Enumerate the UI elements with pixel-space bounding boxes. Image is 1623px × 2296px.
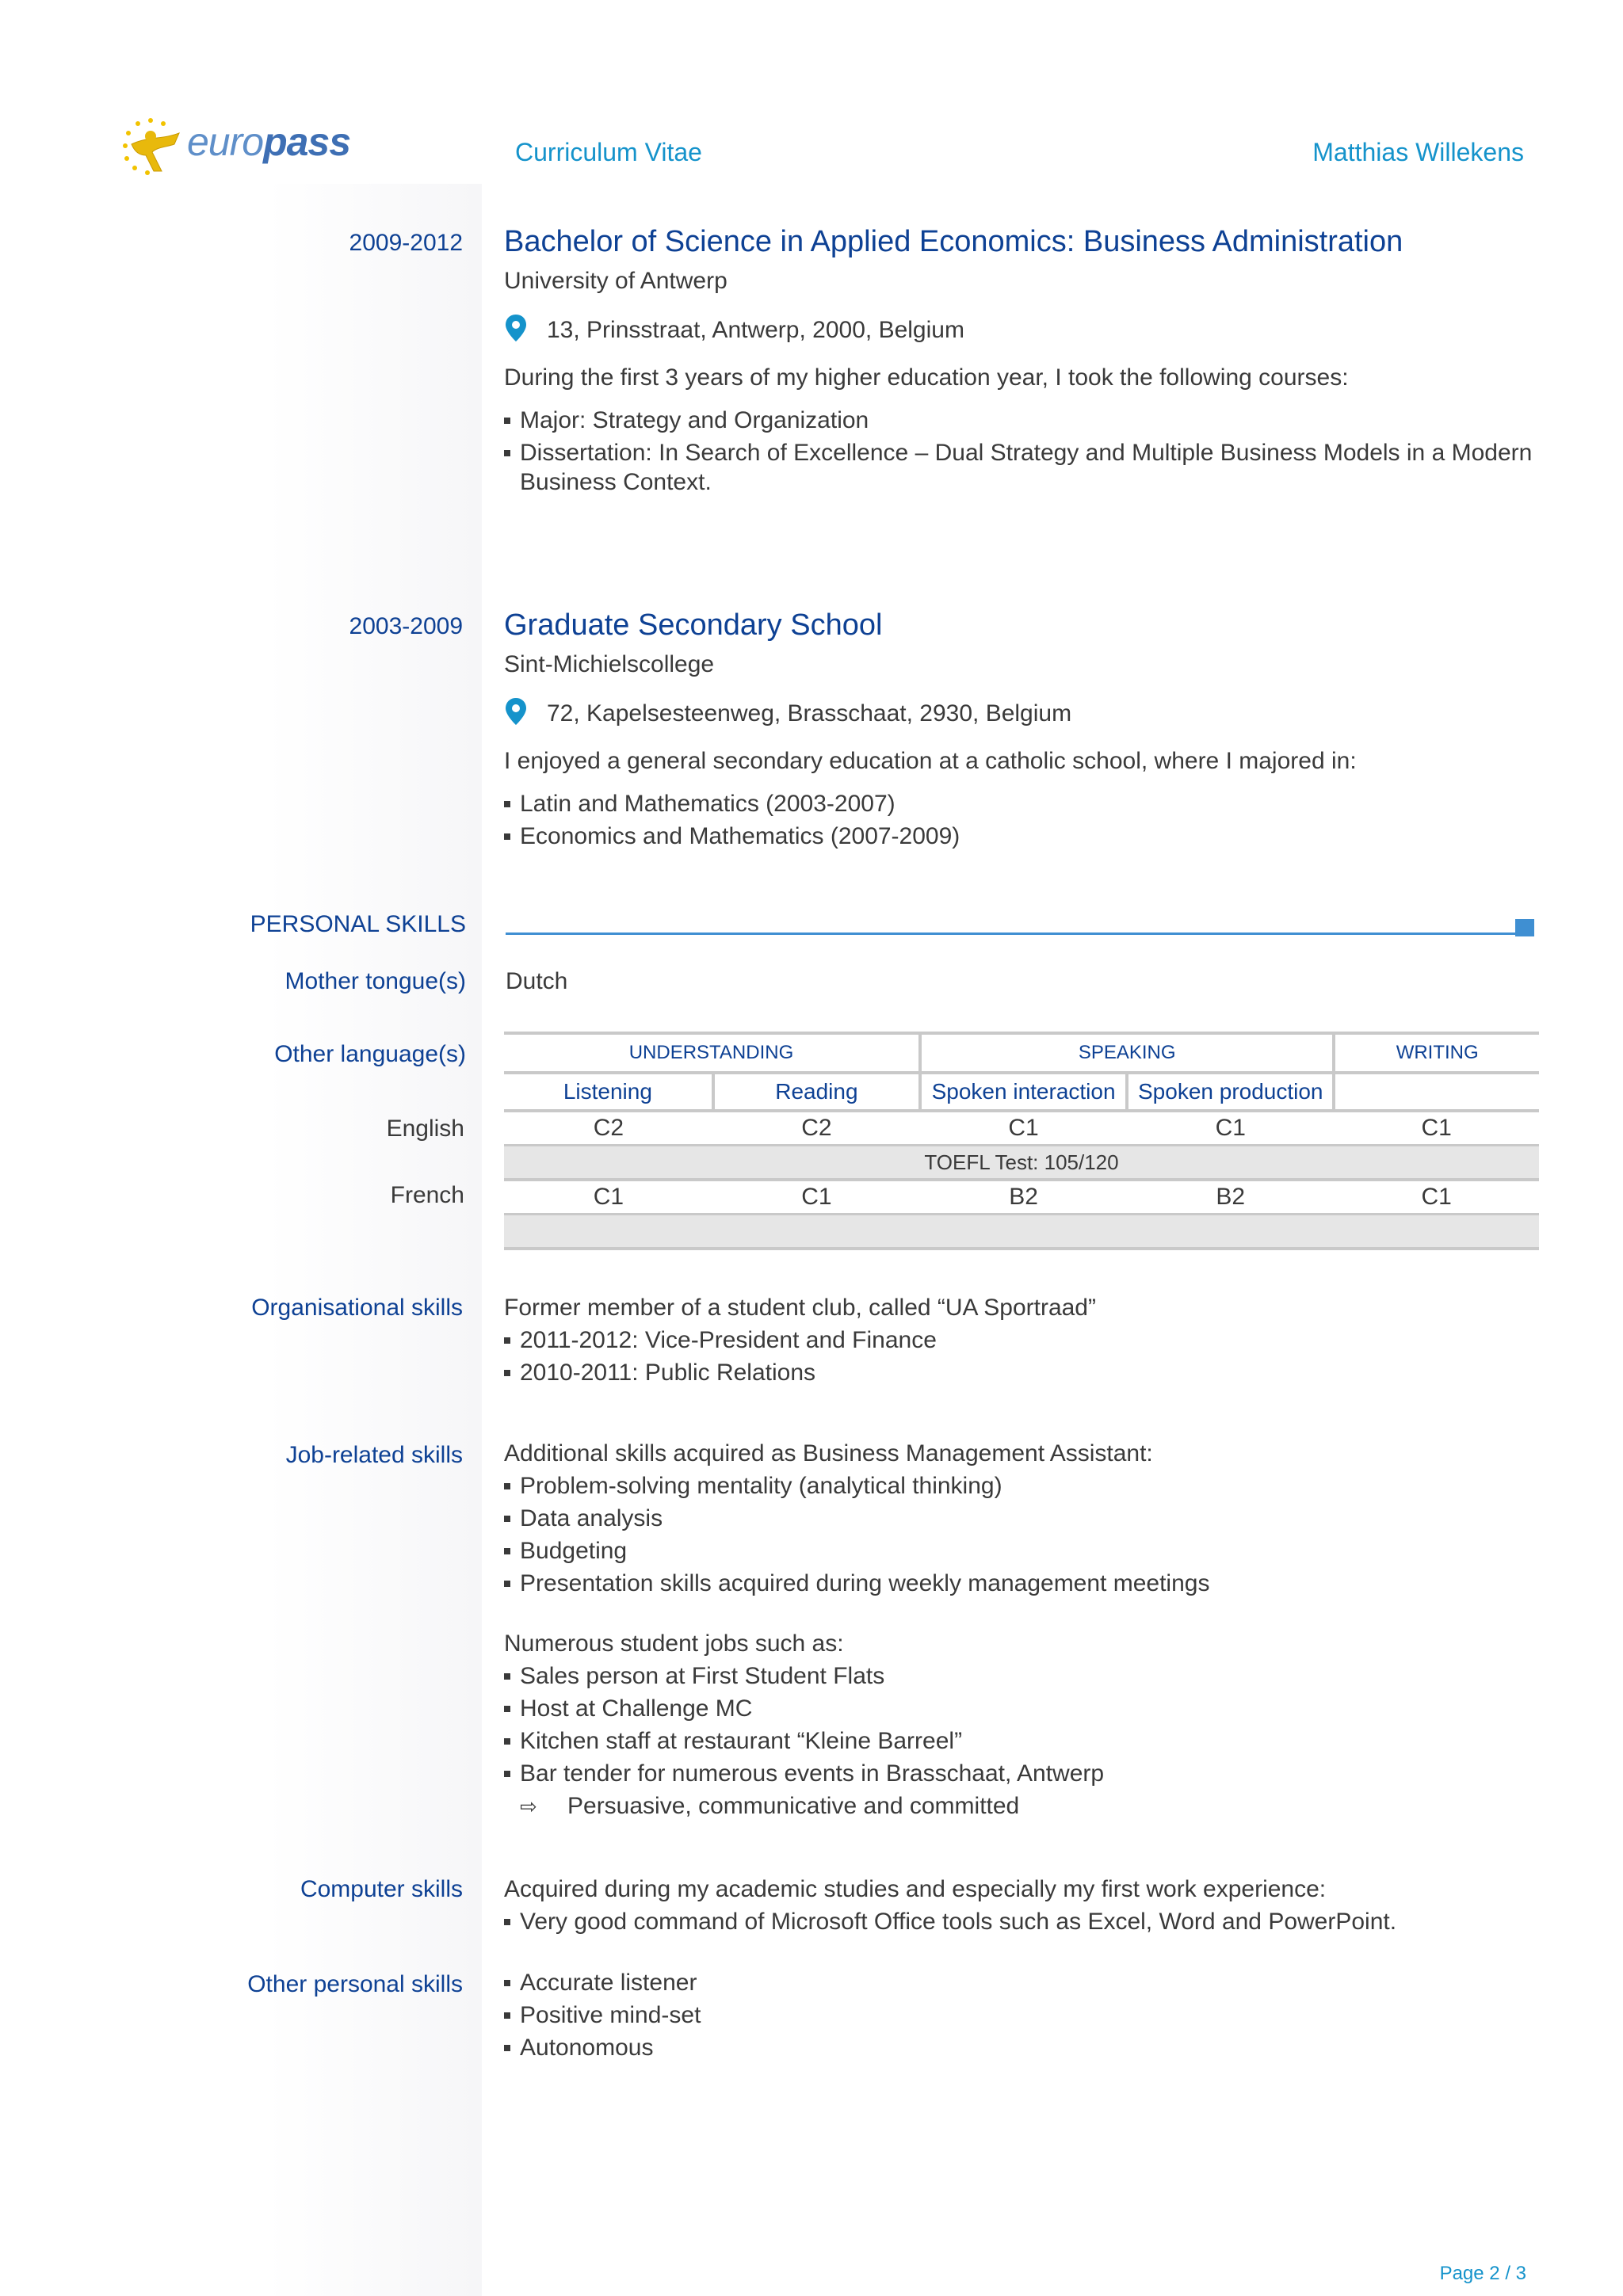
table-subheader-row <box>504 1073 1539 1111</box>
arrow-list-item <box>504 1790 1209 1823</box>
education-2-institution: Sint-Michielscollege <box>504 651 715 677</box>
personal-skills-heading: PERSONAL SKILLS <box>250 911 466 937</box>
group-header-writing: WRITING <box>1334 1033 1539 1073</box>
list-item: Dissertation: In Search of Excellence – Dual Strategy and Multiple Business Models in a Modern <box>504 437 1532 469</box>
person-name: Matthias Willekens <box>1312 138 1524 166</box>
computer-skills-label: Computer skills <box>300 1876 463 1902</box>
table-row-french-certificate <box>504 1215 1539 1249</box>
education-2-dates: 2003-2009 <box>349 613 463 639</box>
location-pin-icon <box>504 697 528 726</box>
education-1-address: 13, Prinsstraat, Antwerp, 2000, Belgium <box>547 317 964 343</box>
computer-intro: Acquired during my academic studies and especially my first work experience: <box>504 1876 1327 1902</box>
list-item: Very good command of Microsoft Office tools such as Excel, Word and PowerPoint. <box>504 1905 1396 1938</box>
table-row-english-certificate <box>504 1146 1539 1180</box>
list-item: 2011-2012: Vice-President and Finance <box>504 1324 1096 1356</box>
level-cell: C2 <box>504 1111 713 1146</box>
europass-logo <box>116 113 351 181</box>
job-related-intro-2: Numerous student jobs such as: <box>504 1630 844 1657</box>
organisational-intro: Former member of a student club, called “UA Sportraad” <box>504 1295 1096 1321</box>
list-item: Positive mind-set <box>504 1999 701 2031</box>
education-1-dates: 2009-2012 <box>349 230 463 256</box>
page-number: Page 2 / 3 <box>1439 2263 1526 2284</box>
other-languages-label: Other language(s) <box>274 1041 466 1067</box>
job-related-skills-label: Job-related skills <box>285 1442 463 1468</box>
list-item: Accurate listener <box>504 1966 701 1999</box>
education-2-bullets <box>504 788 960 852</box>
list-item: Budgeting <box>504 1535 1209 1567</box>
level-cell: C1 <box>920 1111 1127 1146</box>
subheader-spoken-production: Spoken production <box>1127 1073 1334 1111</box>
list-item: Sales person at First Student Flats <box>504 1660 1209 1692</box>
table-group-header-row <box>504 1033 1539 1073</box>
level-cell: C1 <box>1127 1111 1334 1146</box>
logo-text-euro: euro <box>187 120 264 164</box>
section-divider <box>506 933 1515 935</box>
subheader-spoken-interaction: Spoken interaction <box>920 1073 1127 1111</box>
education-1-title: Bachelor of Science in Applied Economics: Business Administration <box>504 225 1403 258</box>
location-pin-icon <box>504 314 528 342</box>
europass-star-figure-icon <box>116 113 192 181</box>
language-name-english: English <box>386 1116 464 1142</box>
list-item: Problem-solving mentality (analytical thinking) <box>504 1470 1209 1502</box>
level-cell: C1 <box>1334 1180 1539 1215</box>
table-row-french <box>504 1180 1539 1215</box>
group-header-understanding: UNDERSTANDING <box>504 1033 920 1073</box>
level-cell: C1 <box>504 1180 713 1215</box>
education-1-description: During the first 3 years of my higher education year, I took the following courses: <box>504 364 1349 391</box>
logo-text-pass: pass <box>263 120 351 164</box>
education-2-title: Graduate Secondary School <box>504 608 883 642</box>
job-related-intro: Additional skills acquired as Business Management Assistant: <box>504 1440 1153 1466</box>
job-related-skills-content <box>504 1437 1209 1823</box>
level-cell: C1 <box>1334 1111 1539 1146</box>
arrow-item-text: Persuasive, communicative and committed <box>567 1793 1020 1819</box>
list-item: Kitchen staff at restaurant “Kleine Barreel” <box>504 1725 1209 1757</box>
subheader-listening: Listening <box>504 1073 713 1111</box>
organisational-skills-content <box>504 1291 1096 1389</box>
arrow-right-icon: ⇨ <box>520 1794 537 1818</box>
mother-tongue-label: Mother tongue(s) <box>285 968 466 994</box>
level-cell: C2 <box>713 1111 920 1146</box>
language-levels-table <box>504 1032 1539 1250</box>
other-personal-skills-content <box>504 1966 701 2064</box>
list-item: Presentation skills acquired during weekly management meetings <box>504 1567 1209 1600</box>
education-1-institution: University of Antwerp <box>504 268 727 294</box>
table-row-english <box>504 1111 1539 1146</box>
list-item-continuation: Business Context. <box>520 469 712 495</box>
subheader-reading: Reading <box>713 1073 920 1111</box>
level-cell: B2 <box>920 1180 1127 1215</box>
list-item: Bar tender for numerous events in Brasschaat, Antwerp <box>504 1757 1209 1790</box>
list-item: 2010-2011: Public Relations <box>504 1356 1096 1389</box>
certificate-cell <box>504 1215 1539 1249</box>
other-personal-skills-label: Other personal skills <box>247 1971 463 1997</box>
computer-skills-content <box>504 1873 1396 1938</box>
language-name-french: French <box>390 1182 464 1208</box>
section-divider-marker <box>1515 919 1534 936</box>
level-cell: C1 <box>713 1180 920 1215</box>
list-item: Latin and Mathematics (2003-2007) <box>504 788 960 820</box>
certificate-cell: TOEFL Test: 105/120 <box>504 1146 1539 1180</box>
level-cell: B2 <box>1127 1180 1334 1215</box>
list-item: Host at Challenge MC <box>504 1692 1209 1725</box>
group-header-speaking: SPEAKING <box>920 1033 1334 1073</box>
subheader-writing <box>1334 1073 1539 1111</box>
list-item: Autonomous <box>504 2031 701 2064</box>
list-item: Data analysis <box>504 1502 1209 1535</box>
doc-title: Curriculum Vitae <box>515 138 702 166</box>
list-item: Economics and Mathematics (2007-2009) <box>504 820 960 852</box>
organisational-skills-label: Organisational skills <box>251 1295 463 1321</box>
mother-tongue-value: Dutch <box>506 968 568 994</box>
education-2-address: 72, Kapelsesteenweg, Brasschaat, 2930, Belgium <box>547 700 1072 727</box>
education-2-description: I enjoyed a general secondary education at a catholic school, where I majored in: <box>504 748 1357 774</box>
list-item: Major: Strategy and Organization <box>504 404 1532 437</box>
education-1-bullets <box>504 404 1532 498</box>
